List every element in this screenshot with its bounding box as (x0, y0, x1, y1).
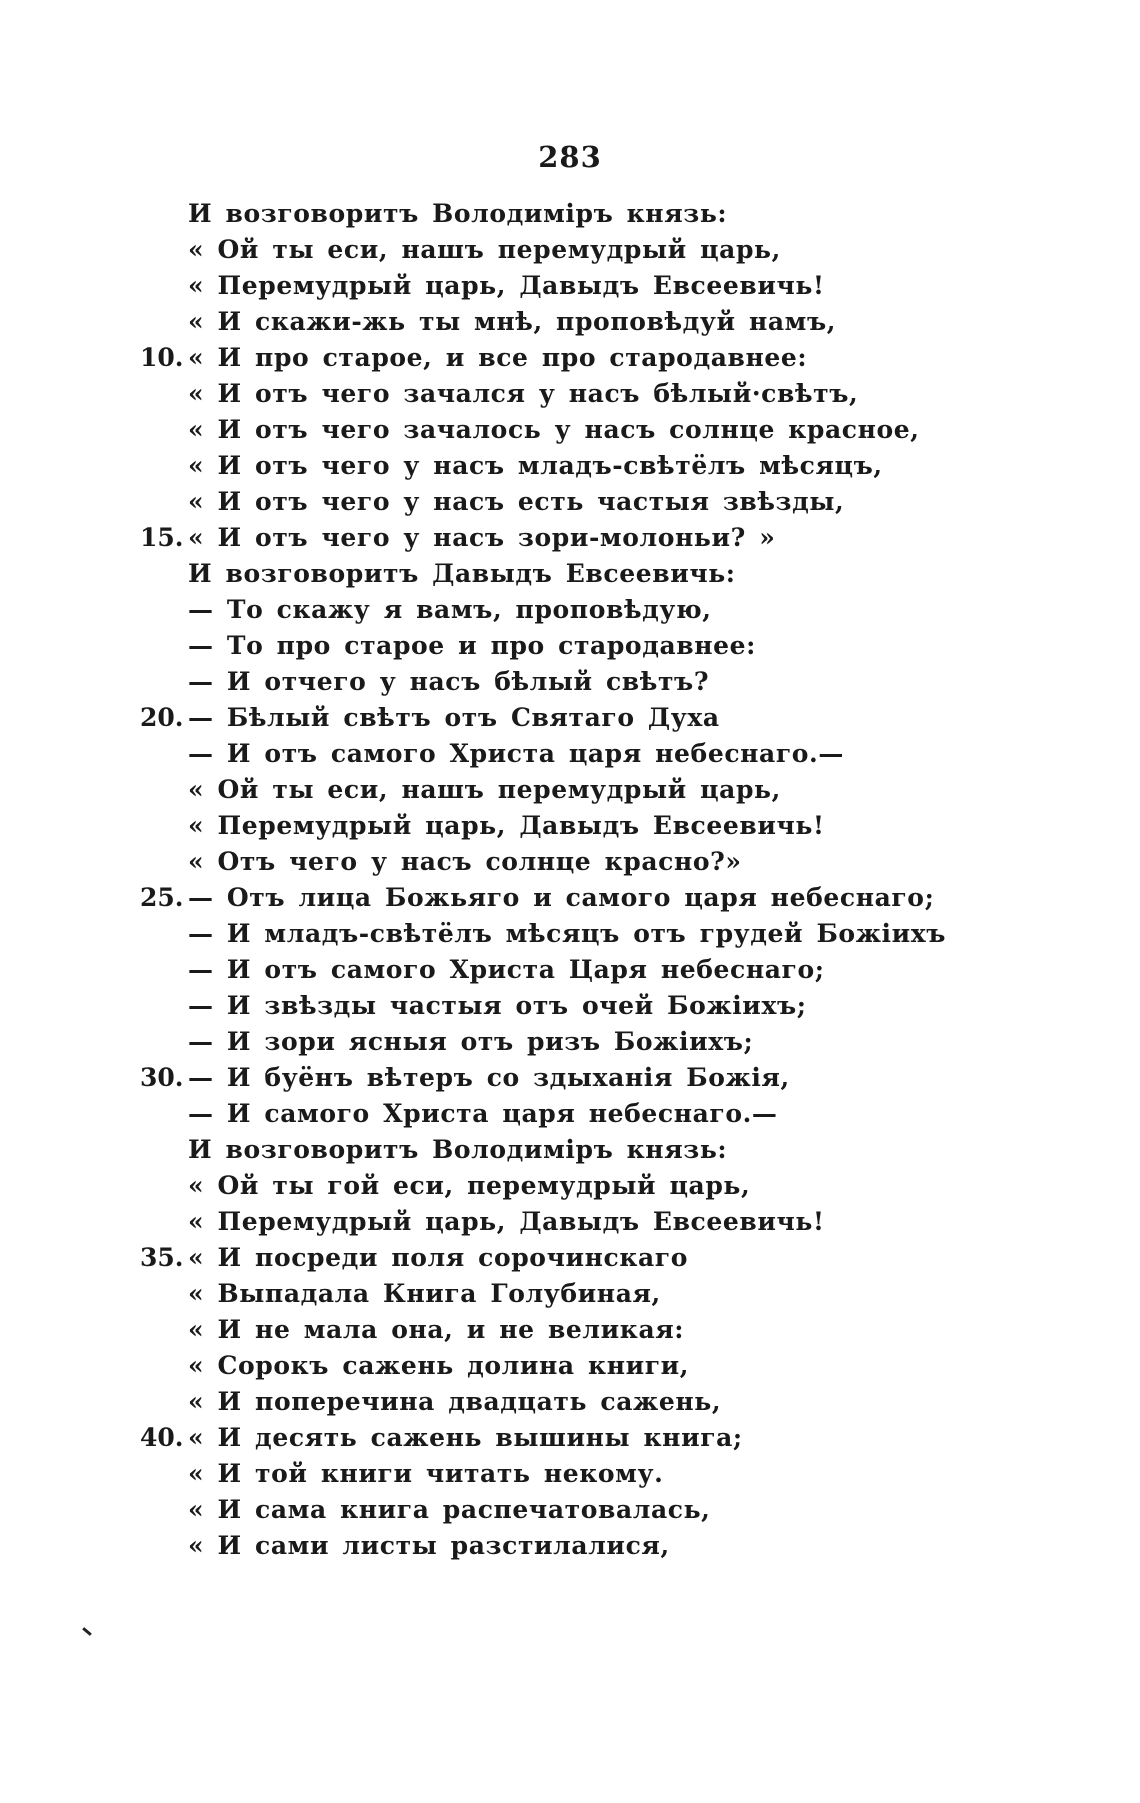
verse-line (0, 1492, 1140, 1528)
verse-text: « И про старое, и все про стародавнее: (188, 343, 808, 372)
verse-text: — И зори ясныя отъ ризъ Божіихъ; (188, 1027, 754, 1056)
verse-text: — И самого Христа царя небеснаго.— (188, 1099, 778, 1128)
verse-line (0, 736, 1140, 772)
verse-line (0, 340, 1140, 376)
verse-text: — И отъ самого Христа Царя небеснаго; (188, 955, 825, 984)
verse-number: 15. (140, 523, 184, 552)
verse-line (0, 844, 1140, 880)
verse-text: « Отъ чего у насъ солнце красно?» (188, 847, 742, 876)
verse-line (0, 1528, 1140, 1564)
verse-text: « И отъ чего у насъ есть частыя звѣзды, (188, 487, 845, 516)
verse-text: « И сами листы разстилалися, (188, 1531, 670, 1560)
verse-line (0, 1276, 1140, 1312)
verse-text: « Ой ты еси, нашъ перемудрый царь, (188, 235, 781, 264)
verse-text: « Перемудрый царь, Давыдъ Евсеевичь! (188, 271, 825, 300)
verse-text: — И отчего у насъ бѣлый свѣтъ? (188, 667, 710, 696)
verse-text: — И отъ самого Христа царя небеснаго.— (188, 739, 844, 768)
verse-line (0, 772, 1140, 808)
verse-line (0, 520, 1140, 556)
verse-number: 20. (140, 703, 184, 732)
verse-line (0, 1312, 1140, 1348)
verse-text: « И отъ чего у насъ зори-молоньи? » (188, 523, 776, 552)
verse-number: 35. (140, 1243, 184, 1272)
verse-line (0, 412, 1140, 448)
verse-line (0, 916, 1140, 952)
verse-line (0, 376, 1140, 412)
verse-text: « Ой ты гой еси, перемудрый царь, (188, 1171, 751, 1200)
verse-text: « Выпадала Книга Голубиная, (188, 1279, 661, 1308)
verse-line (0, 1168, 1140, 1204)
verse-text: « И поперечина двадцать сажень, (188, 1387, 722, 1416)
verse-text: « И сама книга распечатовалась, (188, 1495, 711, 1524)
verse-line (0, 484, 1140, 520)
verse-text: — И буёнъ вѣтеръ со здыханія Божія, (188, 1063, 790, 1092)
verse-line (0, 952, 1140, 988)
verse-text: « И скажи-жь ты мнѣ, проповѣдуй намъ, (188, 307, 837, 336)
verse-line (0, 664, 1140, 700)
verse-line (0, 1060, 1140, 1096)
verse-line (0, 448, 1140, 484)
verse-line (0, 700, 1140, 736)
verse-text: « И отъ чего у насъ младъ-свѣтёлъ мѣсяцъ, (188, 451, 883, 480)
verse-number: 10. (140, 343, 184, 372)
verse-number: 30. (140, 1063, 184, 1092)
verse-line (0, 880, 1140, 916)
verse-line (0, 304, 1140, 340)
verse-text: « И не мала она, и не великая: (188, 1315, 685, 1344)
verse-line (0, 232, 1140, 268)
verse-list (0, 196, 1140, 1564)
verse-text: И возговоритъ Давыдъ Евсеевичь: (188, 559, 736, 588)
verse-text: И возговоритъ Володиміръ князь: (188, 1135, 728, 1164)
verse-line (0, 268, 1140, 304)
verse-text: И возговоритъ Володиміръ князь: (188, 199, 728, 228)
verse-line (0, 1240, 1140, 1276)
verse-text: — Отъ лица Божьяго и самого царя небеснаго; (188, 883, 935, 912)
verse-text: « Сорокъ сажень долина книги, (188, 1351, 690, 1380)
verse-line (0, 1024, 1140, 1060)
verse-line (0, 988, 1140, 1024)
verse-text: « И отъ чего зачалось у насъ солнце красное, (188, 415, 920, 444)
verse-number: 40. (140, 1423, 184, 1452)
verse-line (0, 1348, 1140, 1384)
verse-number: 25. (140, 883, 184, 912)
stray-ink-mark (82, 1627, 92, 1636)
verse-line (0, 628, 1140, 664)
verse-line (0, 1132, 1140, 1168)
verse-text: « И посреди поля сорочинскаго (188, 1243, 688, 1272)
verse-text: « И отъ чего зачался у насъ бѣлый·свѣтъ, (188, 379, 859, 408)
verse-text: — То скажу я вамъ, проповѣдую, (188, 595, 712, 624)
page-number: 283 (538, 140, 602, 174)
verse-line (0, 1420, 1140, 1456)
verse-line (0, 1456, 1140, 1492)
verse-text: — И младъ-свѣтёлъ мѣсяцъ отъ грудей Божіихъ (188, 919, 947, 948)
verse-line (0, 1384, 1140, 1420)
verse-text: — То про старое и про стародавнее: (188, 631, 756, 660)
verse-text: « Перемудрый царь, Давыдъ Евсеевичь! (188, 1207, 825, 1236)
verse-line (0, 808, 1140, 844)
verse-line (0, 592, 1140, 628)
verse-text: « И десять сажень вышины книга; (188, 1423, 743, 1452)
verse-text: « Ой ты еси, нашъ перемудрый царь, (188, 775, 781, 804)
verse-line (0, 196, 1140, 232)
verse-text: — Бѣлый свѣтъ отъ Святаго Духа (188, 703, 720, 732)
verse-line (0, 556, 1140, 592)
verse-text: « Перемудрый царь, Давыдъ Евсеевичь! (188, 811, 825, 840)
verse-line (0, 1096, 1140, 1132)
verse-text: « И той книги читать некому. (188, 1459, 664, 1488)
verse-text: — И звѣзды частыя отъ очей Божіихъ; (188, 991, 807, 1020)
verse-line (0, 1204, 1140, 1240)
